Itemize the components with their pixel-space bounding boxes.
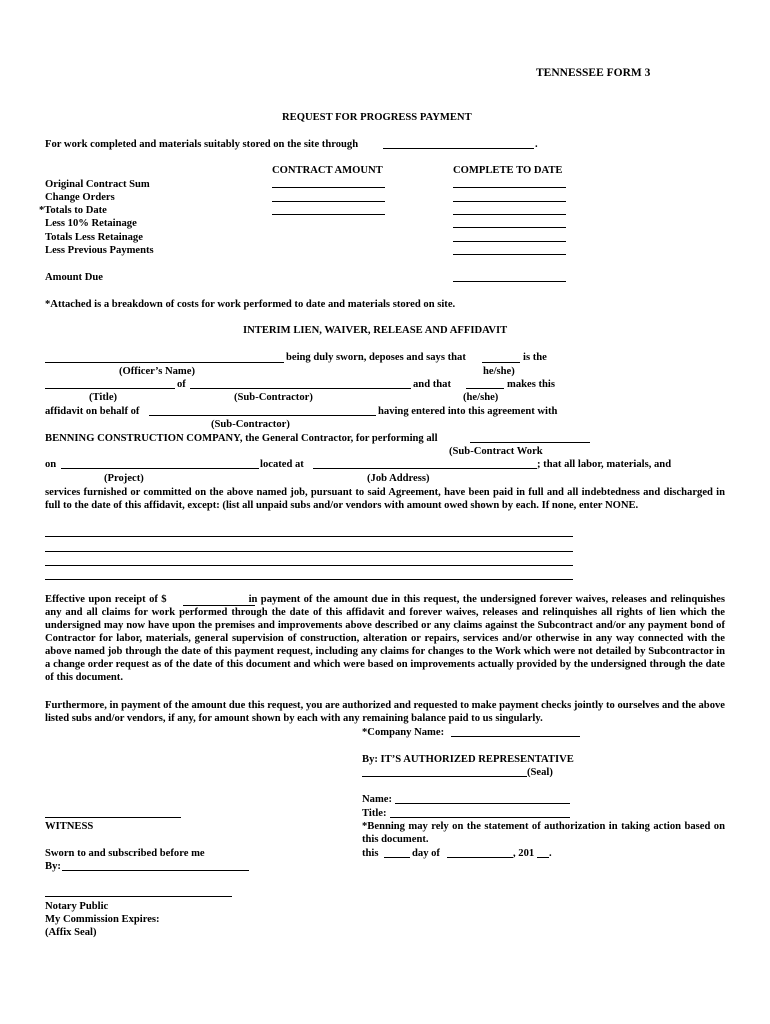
effective-paragraph	[45, 593, 725, 684]
complete-change-orders-field[interactable]	[453, 191, 566, 202]
furthermore-paragraph: Furthermore, in payment of the amount due this request, you are authorized and requested to make payment checks jointly to ourselves and the above listed subs and/or vendors, if any, for amount shown by each with any remaining balance paid to us singularly.	[45, 700, 725, 724]
subcontractor-label: (Sub-Contractor)	[234, 392, 313, 403]
complete-previous-payments-field[interactable]	[453, 244, 566, 255]
located-at-text: located at	[260, 459, 304, 470]
section-title: INTERIM LIEN, WAIVER, RELEASE AND AFFIDAVIT	[243, 325, 508, 336]
sworn-text: Sworn to and subscribed before me	[45, 848, 205, 859]
heshe-label-2: (he/she)	[463, 392, 499, 403]
row-amount-due: Amount Due	[45, 272, 103, 283]
heshe-field[interactable]	[482, 352, 520, 363]
seal-label: (Seal)	[527, 767, 553, 778]
unpaid-subs-line-3[interactable]	[45, 555, 573, 566]
complete-retainage-field[interactable]	[453, 217, 566, 228]
row-totals-less-retainage: Totals Less Retainage	[45, 232, 143, 243]
on-behalf-field[interactable]	[149, 405, 376, 416]
row-change-orders: Change Orders	[45, 192, 115, 203]
this-text: this	[362, 848, 379, 859]
company-name-field[interactable]	[451, 726, 580, 737]
contract-original-field[interactable]	[272, 177, 385, 188]
company-name-label: *Company Name:	[362, 727, 445, 738]
name-label: Name:	[362, 794, 393, 805]
amount-due-field[interactable]	[453, 271, 566, 282]
subcontract-work-label: (Sub-Contract Work	[449, 446, 543, 457]
witness-label: WITNESS	[45, 821, 94, 832]
subcontract-work-field[interactable]	[470, 432, 590, 443]
title-label-sig: Title:	[362, 808, 387, 819]
services-paragraph: services furnished or committed on the above named job, pursuant to said Agreement, have been paid in full and all indebtedness and discharged in full to the date of this affidavit, except: (list all unpaid subs and/or vendors with amount owed shown by each. If none, enter NONE.	[45, 487, 725, 511]
month-field[interactable]	[447, 847, 513, 858]
row-less-retainage: Less 10% Retainage	[45, 218, 137, 229]
contract-totals-field[interactable]	[272, 204, 385, 215]
job-address-field[interactable]	[313, 458, 537, 469]
year-end: .	[549, 848, 552, 859]
year-field[interactable]	[537, 847, 549, 858]
intro-end: .	[535, 139, 538, 150]
by-label: By:	[45, 861, 61, 872]
commission-expires-label: My Commission Expires:	[45, 914, 160, 925]
contract-change-orders-field[interactable]	[272, 191, 385, 202]
all-labor-text: ; that all labor, materials, and	[537, 459, 672, 470]
subcontractor-field[interactable]	[190, 378, 411, 389]
notary-signature-field[interactable]	[45, 886, 232, 897]
day-of-text: day of	[412, 848, 440, 859]
on-behalf-text: affidavit on behalf of	[45, 406, 140, 417]
heshe-field-2[interactable]	[466, 378, 504, 389]
col-contract-amount: CONTRACT AMOUNT	[272, 165, 383, 176]
notary-public-label: Notary Public	[45, 901, 109, 912]
and-that-text: and that	[413, 379, 451, 390]
form-id: TENNESSEE FORM 3	[536, 67, 651, 79]
affix-seal-label: (Affix Seal)	[45, 927, 97, 938]
title-field[interactable]	[45, 378, 175, 389]
form-title: REQUEST FOR PROGRESS PAYMENT	[282, 112, 472, 123]
unpaid-subs-line-4[interactable]	[45, 569, 573, 580]
complete-totals-field[interactable]	[453, 204, 566, 215]
title-label: (Title)	[89, 392, 118, 403]
project-label: (Project)	[104, 473, 144, 484]
by-rep-label: By: IT’S AUTHORIZED REPRESENTATIVE	[362, 754, 574, 765]
being-sworn-text: being duly sworn, deposes and says that	[286, 352, 466, 363]
makes-this-text: makes this	[507, 379, 555, 390]
title-field-sig[interactable]	[390, 807, 570, 818]
sworn-by-field[interactable]	[62, 860, 249, 871]
officer-name-label: (Officer’s Name)	[119, 366, 195, 377]
unpaid-subs-line-2[interactable]	[45, 541, 573, 552]
effective-rest: in payment of the amount due in this request, the undersigned forever waives, releases and relinquishes any and all claims for work performed through the date of this affidavit and forever waives, releases and relinquishes all rights of lien which the undersigned may now have upon the premises and improvements above described or any claims against the Subcontract and/or any payment bond of Contractor for labor, materials, general supervision of construction, alteration or repairs, services and/or otherwise in any way connected with the above named job through the date of this payment request, including any claims for changes to the Work which were not detailed by Subcontractor in a change order request as of the date of this document and which were based on improvements actually provided by the undersigned through the date of this document.	[45, 594, 726, 683]
officer-name-field[interactable]	[45, 352, 284, 363]
complete-less-retainage-field[interactable]	[453, 231, 566, 242]
day-field[interactable]	[384, 847, 410, 858]
subcontractor-label-2: (Sub-Contractor)	[211, 419, 290, 430]
attached-note: *Attached is a breakdown of costs for work performed to date and materials stored on site.	[45, 299, 456, 310]
having-entered-text: having entered into this agreement with	[378, 406, 558, 417]
job-address-label: (Job Address)	[367, 473, 430, 484]
intro-text: For work completed and materials suitably stored on the site through	[45, 139, 359, 150]
unpaid-subs-line-1[interactable]	[45, 526, 573, 537]
row-original-contract-sum: Original Contract Sum	[45, 179, 150, 190]
row-less-previous-payments: Less Previous Payments	[45, 245, 154, 256]
col-complete-to-date: COMPLETE TO DATE	[453, 165, 563, 176]
is-the-text: is the	[523, 352, 547, 363]
year-text: , 201	[513, 848, 535, 859]
heshe-label: he/she)	[483, 366, 515, 377]
on-text: on	[45, 459, 57, 470]
of-text: of	[177, 379, 186, 390]
project-field[interactable]	[61, 458, 259, 469]
benning-note: *Benning may rely on the statement of authorization in taking action based on this document.	[362, 821, 725, 845]
benning-text: BENNING CONSTRUCTION COMPANY, the General Contractor, for performing all	[45, 433, 438, 444]
row-totals-to-date: *Totals to Date	[39, 205, 107, 216]
complete-original-field[interactable]	[453, 177, 566, 188]
through-date-field[interactable]	[383, 138, 534, 149]
witness-signature-field[interactable]	[45, 807, 181, 818]
effective-prefix: Effective upon receipt of $	[45, 594, 167, 605]
name-field[interactable]	[395, 793, 570, 804]
representative-signature-field[interactable]	[362, 766, 527, 777]
